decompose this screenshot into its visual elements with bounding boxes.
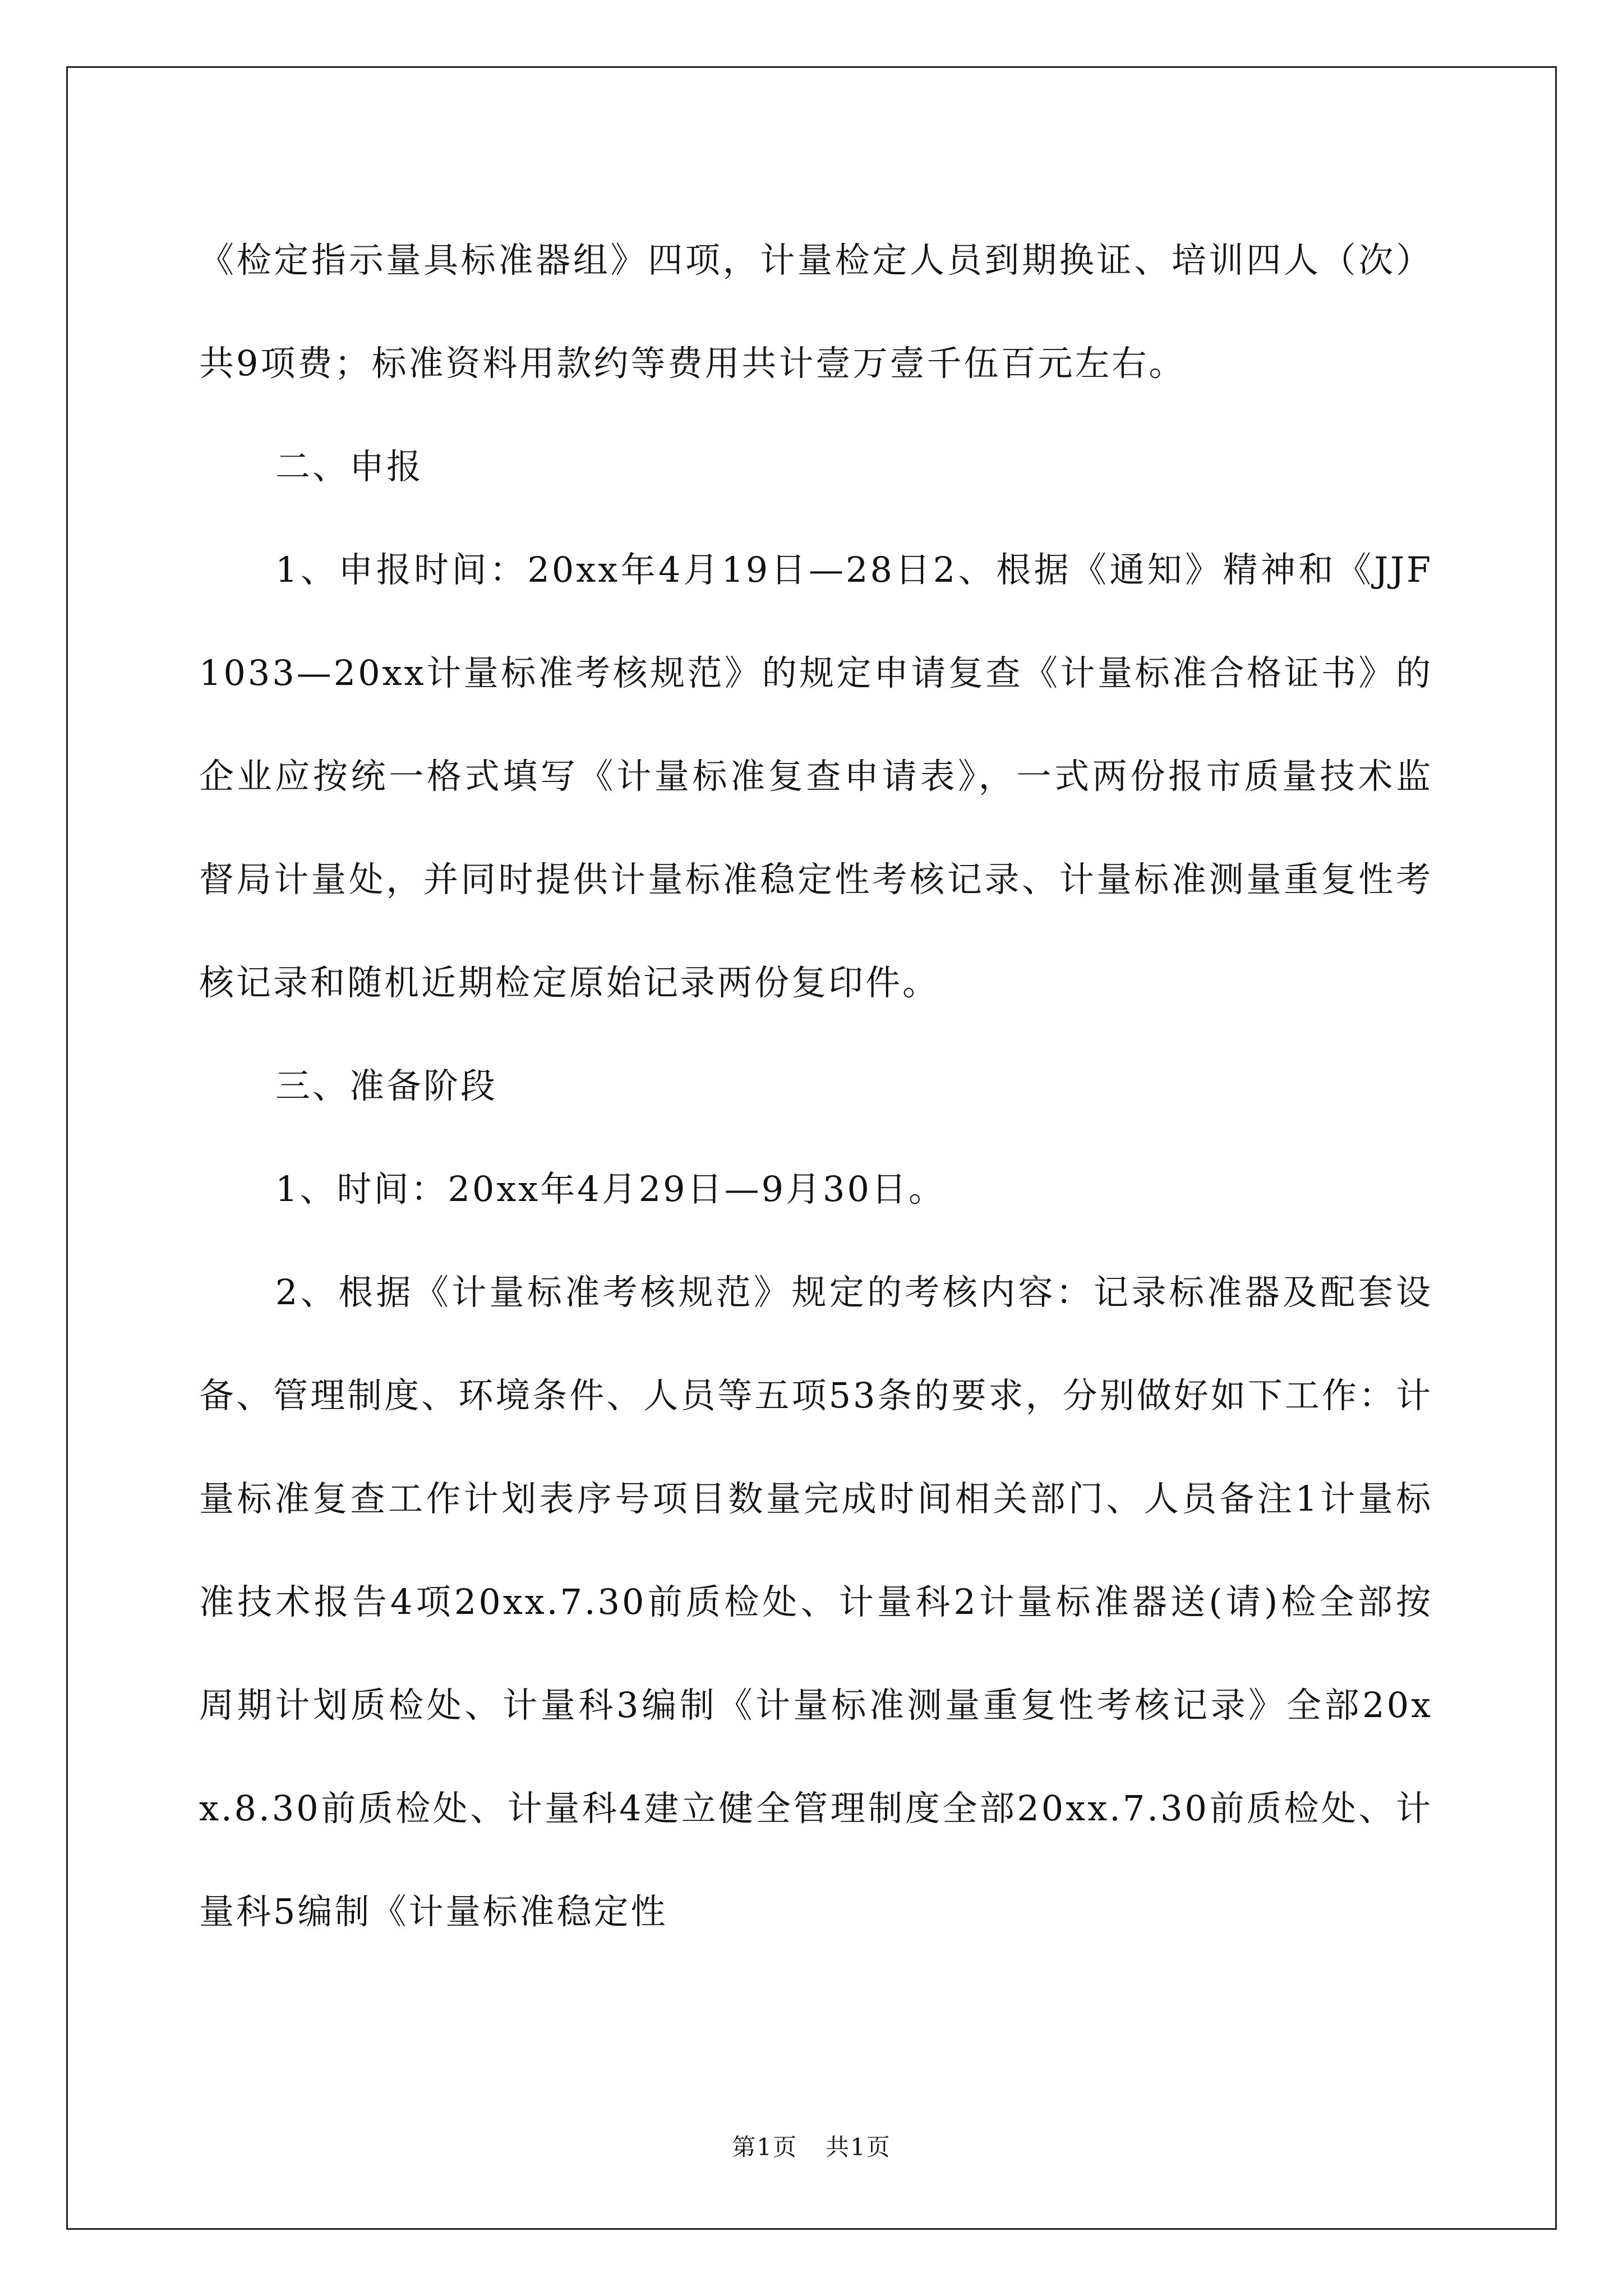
page-footer <box>0 2131 1623 2164</box>
section-heading-preparation: 三、准备阶段 <box>275 1065 498 1106</box>
paragraph-declaration-time: 1、申报时间：20xx年4月19日—28日2、根据《通知》精神和《JJF1033—20xx计量标准考核规范》的规定申请复查《计量标准合格证书》的企业应按统一格式填写《计量标准复查申请表》，一式两份报市质量技术监督局计量处，并同时提供计量标准稳定性考核记录、计量标准测量重复性考核记录和随机近期检定原始记录两份复印件。 <box>199 549 1433 1003</box>
paragraph-assessment-content: 2、根据《计量标准考核规范》规定的考核内容：记录标准器及配套设备、管理制度、环境条件、人员等五项53条的要求，分别做好如下工作：计量标准复查工作计划表序号项目数量完成时间相关部门、人员备注1计量标准技术报告4项20xx.7.30前质检处、计量科2计量标准器送(请)检全部按周期计划质检处、计量科3编制《计量标准测量重复性考核记录》全部20xx.8.30前质检处、计量科4建立健全管理制度全部20xx.7.30前质检处、计量科5编制《计量标准稳定性 <box>199 1272 1433 1932</box>
paragraph-preparation-time: 1、时间：20xx年4月29日—9月30日。 <box>275 1168 946 1209</box>
document-body <box>199 209 1433 1963</box>
page-total: 共1页 <box>826 2133 891 2161</box>
page-number: 第1页 <box>732 2133 797 2161</box>
section-heading-declaration: 二、申报 <box>275 446 424 487</box>
paragraph-1: 《检定指示量具标准器组》四项，计量检定人员到期换证、培训四人（次）共9项费；标准资料用款约等费用共计壹万壹千伍百元左右。 <box>199 240 1433 384</box>
